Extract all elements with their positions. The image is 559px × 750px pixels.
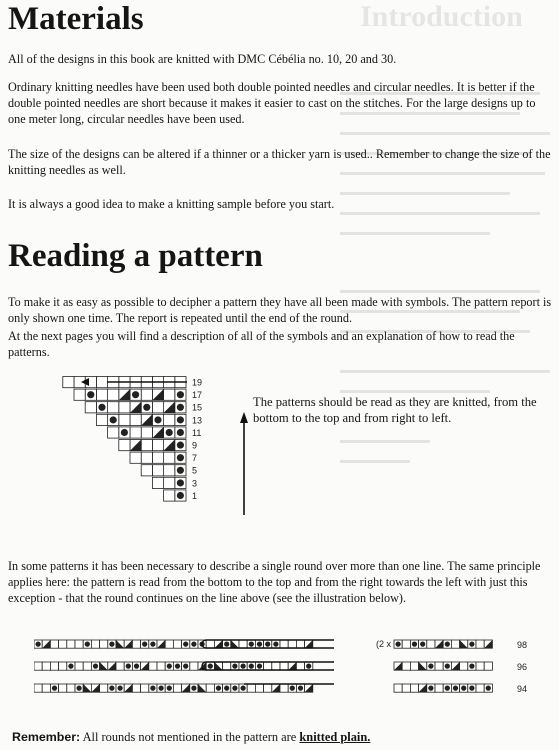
chart-cell [288, 640, 296, 648]
chart-cell [132, 684, 140, 692]
reading-paragraph-3: In some patterns it has been necessary to describe a single round over more than one line. The same principle applies here: the pattern is read from the bottom to the top and from the right towards the left with just this exception - that the round continues on the line above (see the illustration below). [8, 559, 541, 605]
chart-cell [402, 640, 410, 648]
chart-cell [164, 414, 175, 425]
yarn-over-symbol [35, 641, 40, 646]
chart-cell [108, 427, 119, 438]
chart-cell [42, 662, 50, 670]
chart-cell [402, 662, 410, 670]
chart-cell [96, 414, 107, 425]
chart-cell [394, 684, 402, 692]
remember-text: All rounds not mentioned in the pattern are [82, 730, 297, 744]
chart-cell [96, 377, 107, 388]
chart-cell [130, 427, 141, 438]
chart-cell [108, 389, 119, 400]
yarn-over-symbol [167, 663, 172, 668]
chart-cell [484, 662, 492, 670]
yarn-over-symbol [142, 641, 147, 646]
yarn-over-symbol [177, 391, 184, 398]
chart-cell [296, 662, 304, 670]
row-number: 7 [192, 453, 198, 464]
yarn-over-symbol [98, 404, 105, 411]
chart-cell [152, 402, 163, 413]
yarn-over-symbol [175, 663, 180, 668]
chart-cell [247, 684, 255, 692]
chart-cell [280, 662, 288, 670]
chart-cell [264, 684, 272, 692]
chart-cell [152, 452, 163, 463]
multi-line-pattern-chart [34, 636, 534, 694]
chart-cell [141, 452, 152, 463]
chart-cell [130, 452, 141, 463]
yarn-over-symbol [52, 685, 57, 690]
yarn-over-symbol [445, 685, 450, 690]
chart-cell [460, 662, 468, 670]
yarn-over-symbol [208, 663, 213, 668]
materials-paragraph-2: Ordinary knitting needles have been used both double pointed needles and circular needles. It is better if the double pointed needles are short because it makes it easier to cast on the stitches. For the large designs up to one meter long, circular needles have been used. [8, 80, 536, 126]
yarn-over-symbol [224, 641, 229, 646]
yarn-over-symbol [257, 663, 262, 668]
chart-cell [476, 640, 484, 648]
chart-cell [75, 662, 83, 670]
chart-cell [119, 414, 130, 425]
yarn-over-symbol [177, 416, 184, 423]
yarn-over-symbol [249, 663, 254, 668]
row-number: 1 [192, 490, 198, 501]
yarn-over-symbol [428, 663, 433, 668]
yarn-over-symbol [117, 685, 122, 690]
yarn-over-symbol [486, 685, 491, 690]
chart-cell [402, 684, 410, 692]
row-number: 9 [192, 440, 198, 451]
yarn-over-symbol [109, 641, 114, 646]
chart-cell [296, 640, 304, 648]
reading-direction-note: The patterns should be read as they are knitted, from the bottom to the top and from right to left. [253, 395, 537, 425]
yarn-over-symbol [240, 663, 245, 668]
chart-cell [141, 440, 152, 451]
chart-cell [59, 684, 67, 692]
yarn-over-symbol [121, 429, 128, 436]
row-number: 96 [517, 662, 528, 672]
chart-cell [130, 414, 141, 425]
yarn-over-symbol [154, 416, 161, 423]
yarn-over-symbol [191, 685, 196, 690]
chart-cell [157, 662, 165, 670]
yarn-over-symbol [183, 641, 188, 646]
repeat-note: (2 x [376, 639, 392, 649]
yarn-over-symbol [150, 685, 155, 690]
materials-paragraph-4: It is always a good idea to make a knitting sample before you start. [8, 197, 335, 211]
chart-cell [50, 640, 58, 648]
chart-cell [85, 402, 96, 413]
chart-cell [149, 662, 157, 670]
yarn-over-symbol [469, 685, 474, 690]
yarn-over-symbol [85, 641, 90, 646]
chart-cell [119, 440, 130, 451]
yarn-over-symbol [177, 467, 184, 474]
chart-cell [164, 490, 175, 501]
reading-heading: Reading a pattern [8, 238, 263, 274]
yarn-over-symbol [257, 641, 262, 646]
chart-cell [164, 465, 175, 476]
chart-cell [239, 640, 247, 648]
yarn-over-symbol [232, 663, 237, 668]
yarn-over-symbol [150, 641, 155, 646]
chart-cell [173, 684, 181, 692]
chart-cell [280, 640, 288, 648]
yarn-over-symbol [395, 641, 400, 646]
yarn-over-symbol [445, 641, 450, 646]
yarn-over-symbol [420, 641, 425, 646]
yarn-over-symbol [216, 685, 221, 690]
yarn-over-symbol [76, 685, 81, 690]
chart-cell [91, 640, 99, 648]
chart-cell [280, 684, 288, 692]
chart-cell [206, 640, 214, 648]
yarn-over-symbol [469, 663, 474, 668]
yarn-over-symbol [87, 391, 94, 398]
yarn-over-symbol [273, 641, 278, 646]
chart-cell [164, 389, 175, 400]
chart-cell [141, 684, 149, 692]
chart-cell [264, 662, 272, 670]
yarn-over-symbol [469, 641, 474, 646]
chart-cell [206, 684, 214, 692]
chart-cell [34, 684, 42, 692]
upward-reading-arrow [239, 412, 249, 516]
chart-cell [152, 440, 163, 451]
chart-cell [96, 389, 107, 400]
chart-cell [141, 465, 152, 476]
chart-cell [116, 662, 124, 670]
yarn-over-symbol [109, 685, 114, 690]
chart-cell [75, 640, 83, 648]
chart-cell [50, 662, 58, 670]
remember-label: Remember: [12, 730, 81, 744]
chart-cell [59, 640, 67, 648]
yarn-over-symbol [224, 685, 229, 690]
yarn-over-symbol [167, 685, 172, 690]
yarn-over-symbol [232, 685, 237, 690]
chart-cell [223, 662, 231, 670]
yarn-over-symbol [126, 663, 131, 668]
chart-cell [410, 684, 418, 692]
yarn-over-symbol [134, 663, 139, 668]
row-number: 17 [192, 390, 203, 401]
row-number: 15 [192, 402, 203, 413]
chart-cell [34, 662, 42, 670]
row-number: 94 [517, 684, 528, 694]
chart-cell [42, 684, 50, 692]
yarn-over-symbol [143, 404, 150, 411]
reading-paragraph-1: To make it as easy as possible to decipher a pattern they have all been made with symbols. The pattern report is only shown one time. The report is repeated until the end of the round. [8, 295, 552, 325]
yarn-over-symbol [177, 479, 184, 486]
chart-cell [59, 662, 67, 670]
arrow-head-up-icon [240, 412, 248, 423]
yarn-over-symbol [249, 641, 254, 646]
chart-cell [476, 684, 484, 692]
chart-cell [272, 662, 280, 670]
chart-cell [435, 662, 443, 670]
yarn-over-symbol [183, 663, 188, 668]
remember-note [12, 730, 370, 745]
chart-cell [67, 640, 75, 648]
yarn-over-symbol [110, 416, 117, 423]
chart-cell [164, 477, 175, 488]
chart-cell [83, 662, 91, 670]
chart-cell [164, 452, 175, 463]
yarn-over-symbol [158, 685, 163, 690]
chart-cell [141, 427, 152, 438]
yarn-over-symbol [93, 663, 98, 668]
yarn-over-symbol [68, 663, 73, 668]
yarn-over-symbol [290, 685, 295, 690]
chart-cell [451, 640, 459, 648]
chart-cell [427, 640, 435, 648]
row-number: 13 [192, 415, 203, 426]
yarn-over-symbol [412, 641, 417, 646]
chart-cell [63, 377, 74, 388]
row-number: 11 [192, 427, 202, 438]
chart-cell [152, 465, 163, 476]
row-number: 19 [192, 377, 203, 388]
yarn-over-symbol [306, 663, 311, 668]
reading-paragraph-2: At the next pages you will find a description of all of the symbols and an explanation of how to read the patterns. [8, 329, 515, 359]
yarn-over-symbol [177, 429, 184, 436]
materials-paragraph-3: The size of the designs can be altered if a thinner or a thicker yarn is used.. Remember to change the size of the knitting needles as well. [8, 147, 551, 177]
yarn-over-symbol [177, 492, 184, 499]
yarn-over-symbol [461, 685, 466, 690]
chart-cell [165, 640, 173, 648]
yarn-over-symbol [453, 685, 458, 690]
chart-cell [67, 684, 75, 692]
remember-emphasis: knitted plain. [299, 730, 371, 744]
chart-cell [108, 402, 119, 413]
yarn-over-symbol [177, 454, 184, 461]
yarn-over-symbol [265, 641, 270, 646]
chart-cell [476, 662, 484, 670]
chart-cell [132, 640, 140, 648]
chart-cell [410, 662, 418, 670]
yarn-over-symbol [428, 685, 433, 690]
chart-cell [141, 389, 152, 400]
chart-cell [255, 684, 263, 692]
chart-cell [435, 684, 443, 692]
chart-cell [100, 684, 108, 692]
yarn-over-symbol [177, 442, 184, 449]
chart-cell [190, 662, 198, 670]
yarn-over-symbol [445, 663, 450, 668]
yarn-over-symbol [298, 685, 303, 690]
chart-cell [173, 640, 181, 648]
row-number: 3 [192, 478, 198, 489]
chart-cell [152, 477, 163, 488]
yarn-over-symbol [191, 641, 196, 646]
row-number: 5 [192, 465, 198, 476]
triangle-pattern-chart [55, 374, 215, 514]
materials-heading: Materials [8, 1, 144, 37]
chart-cell [74, 389, 85, 400]
row-number: 98 [517, 640, 528, 650]
yarn-over-symbol [240, 685, 245, 690]
yarn-over-symbol [177, 404, 184, 411]
chart-cell [100, 640, 108, 648]
yarn-over-symbol [166, 429, 173, 436]
yarn-over-symbol [132, 391, 139, 398]
ghost-heading: Introduction [360, 0, 523, 33]
materials-paragraph-1: All of the designs in this book are knitted with DMC Cébélia no. 10, 20 and 30. [8, 52, 397, 66]
chart-cell [119, 402, 130, 413]
